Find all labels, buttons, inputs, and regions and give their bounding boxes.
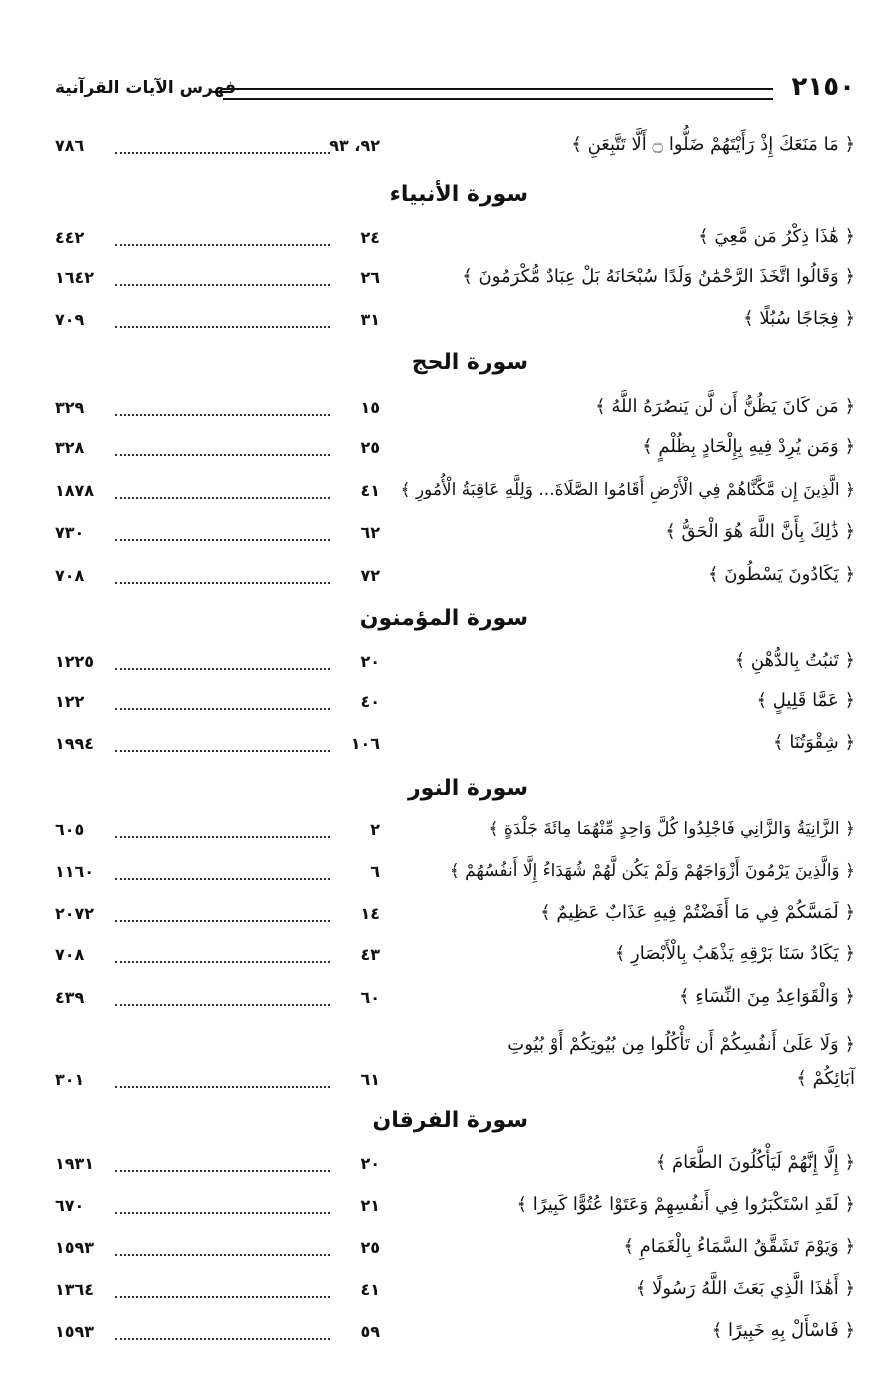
ayah-number: ٣١ — [360, 310, 380, 329]
index-row — [55, 1194, 855, 1224]
verse-text: ﴿ أَهَٰذَا الَّذِي بَعَثَ اللَّهُ رَسُولًا ﴾ — [635, 1278, 855, 1299]
ayah-number: ٢٥ — [360, 1238, 380, 1257]
verse-text: ﴿ مَن كَانَ يَظُنُّ أَن لَّن يَنصُرَهُ اللَّهُ ﴾ — [595, 396, 855, 417]
ayah-number: ٢٠ — [360, 652, 380, 671]
index-row — [55, 436, 855, 466]
verse-text: ﴿ وَمَن يُرِدْ فِيهِ بِإِلْحَادٍ بِظُلْمٍ ﴾ — [642, 436, 855, 457]
verse-text: ﴿ فَاسْأَلْ بِهِ خَبِيرًا ﴾ — [711, 1320, 855, 1341]
verse-text: ﴿ وَقَالُوا اتَّخَذَ الرَّحْمَٰنُ وَلَدًا سُبْحَانَهُ بَلْ عِبَادٌ مُّكْرَمُونَ ﴾ — [462, 266, 855, 287]
index-row — [55, 1152, 855, 1182]
verse-text: ﴿ مَا مَنَعَكَ إِذْ رَأَيْتَهُمْ ضَلُّوا ۝ أَلَّا تَتَّبِعَنِ ﴾ — [571, 134, 855, 155]
index-row — [55, 1236, 855, 1266]
page-reference: ٦٠٥ — [55, 820, 85, 839]
ayah-number: ١٤ — [360, 904, 380, 923]
ayah-number: ٢١ — [360, 1196, 380, 1215]
ayah-number: ٤١ — [360, 1280, 380, 1299]
ayah-number: ٩٢، ٩٣ — [329, 136, 380, 155]
leader-dots — [115, 284, 330, 286]
ayah-number: ٢ — [370, 820, 380, 839]
verse-text: ﴿ يَكَادُونَ يَسْطُونَ ﴾ — [708, 564, 855, 585]
ayah-number: ٦ — [370, 862, 380, 881]
leader-dots — [115, 1170, 330, 1172]
page-reference: ٣٢٨ — [55, 438, 85, 457]
page-reference: ١٢٢ — [55, 692, 85, 711]
leader-dots — [115, 1296, 330, 1298]
page-reference: ٧٨٦ — [55, 136, 85, 155]
index-row — [55, 521, 855, 551]
index-row — [55, 943, 855, 973]
verse-text: ﴿ شِقْوَتُنَا ﴾ — [773, 732, 855, 753]
page-reference: ٧٠٨ — [55, 945, 85, 964]
leader-dots — [115, 878, 330, 880]
index-row — [55, 650, 855, 680]
ayah-number: ٥٩ — [360, 1322, 380, 1341]
ayah-number: ٦١ — [360, 1070, 380, 1089]
page-reference: ١٣٦٤ — [55, 1280, 95, 1299]
verse-text: ﴿ وَيَوْمَ تَشَقَّقُ السَّمَاءُ بِالْغَمَامِ ﴾ — [623, 1236, 855, 1257]
page-reference: ٤٣٩ — [55, 988, 85, 1007]
leader-dots — [115, 326, 330, 328]
page-header — [55, 72, 855, 112]
verse-text: ﴿ وَالْقَوَاعِدُ مِنَ النِّسَاءِ ﴾ — [678, 986, 855, 1007]
index-row — [55, 266, 855, 296]
leader-dots — [115, 750, 330, 752]
leader-dots — [115, 668, 330, 670]
leader-dots — [115, 152, 330, 154]
verse-text: ﴿ عَمَّا قَلِيلٍ ﴾ — [756, 690, 855, 711]
ayah-number: ٢٥ — [360, 438, 380, 457]
ayah-number: ٧٢ — [360, 566, 380, 585]
leader-dots — [115, 1254, 330, 1256]
leader-dots — [115, 244, 330, 246]
index-row — [55, 902, 855, 932]
verse-text: ﴿ لَقَدِ اسْتَكْبَرُوا فِي أَنفُسِهِمْ وَعَتَوْا عُتُوًّا كَبِيرًا ﴾ — [516, 1194, 855, 1215]
leader-dots — [115, 1004, 330, 1006]
leader-dots — [115, 836, 330, 838]
page-reference: ٧٠٨ — [55, 566, 85, 585]
index-row — [55, 479, 855, 509]
ayah-number: ٤١ — [360, 481, 380, 500]
ayah-number: ١٥ — [360, 398, 380, 417]
page-reference: ١٨٧٨ — [55, 481, 95, 500]
ayah-number: ٦٠ — [360, 988, 380, 1007]
page-reference: ٢٠٧٢ — [55, 904, 95, 923]
index-row — [55, 1278, 855, 1308]
page-reference: ١١٦٠ — [55, 862, 95, 881]
index-row — [55, 860, 855, 890]
surah-heading: سورة النور — [408, 776, 528, 801]
page-reference: ٣٠١ — [55, 1070, 85, 1089]
verse-text: ﴿ فِجَاجًا سُبُلًا ﴾ — [743, 308, 855, 329]
ayah-number: ٢٠ — [360, 1154, 380, 1173]
surah-heading: سورة الأنبياء — [389, 182, 528, 207]
verse-text: ﴿ الزَّانِيَةُ وَالزَّانِي فَاجْلِدُوا كُلَّ وَاحِدٍ مِّنْهُمَا مِائَةَ جَلْدَةٍ ﴾ — [488, 819, 855, 839]
ayah-number: ٤٠ — [360, 692, 380, 711]
index-row — [55, 732, 855, 762]
page-reference: ١٩٩٤ — [55, 734, 95, 753]
page-reference: ٤٤٢ — [55, 228, 85, 247]
leader-dots — [115, 961, 330, 963]
page-reference: ٣٢٩ — [55, 398, 85, 417]
verse-text: ﴿ لَمَسَّكُمْ فِي مَا أَفَضْتُمْ فِيهِ عَذَابٌ عَظِيمٌ ﴾ — [540, 902, 855, 923]
leader-dots — [115, 1338, 330, 1340]
surah-heading: سورة الحج — [411, 350, 528, 375]
verse-text: ﴿ هَٰذَا ذِكْرُ مَن مَّعِيَ ﴾ — [698, 226, 855, 247]
index-row — [55, 226, 855, 256]
ayah-number: ٦٢ — [360, 523, 380, 542]
page-reference: ٦٧٠ — [55, 1196, 85, 1215]
verse-text: ﴿ وَلَا عَلَىٰ أَنفُسِكُمْ أَن تَأْكُلُوا مِن بُيُوتِكُمْ أَوْ بُيُوتِ آبَائِكُمْ ﴾ — [507, 1034, 855, 1089]
ayah-number: ٤٣ — [360, 945, 380, 964]
leader-dots — [115, 539, 330, 541]
index-row — [55, 134, 855, 164]
index-row — [55, 1028, 855, 1098]
page-reference: ١٥٩٣ — [55, 1322, 95, 1341]
verse-text: ﴿ وَالَّذِينَ يَرْمُونَ أَزْوَاجَهُمْ وَلَمْ يَكُن لَّهُمْ شُهَدَاءُ إِلَّا أَنفُسُهُمْ ﴾ — [449, 861, 855, 881]
page-reference: ١٢٢٥ — [55, 652, 95, 671]
ayah-number: ٢٤ — [360, 228, 380, 247]
leader-dots — [115, 1086, 330, 1088]
page-reference: ١٩٣١ — [55, 1154, 95, 1173]
page-title: فهرس الآيات القرآنية — [55, 78, 237, 98]
ayah-number: ١٠٦ — [350, 734, 380, 753]
index-row — [55, 1320, 855, 1350]
verse-text: ﴿ تَنبُتُ بِالدُّهْنِ ﴾ — [734, 650, 855, 671]
leader-dots — [115, 454, 330, 456]
leader-dots — [115, 708, 330, 710]
index-row — [55, 308, 855, 338]
surah-heading: سورة المؤمنون — [359, 606, 528, 631]
page-reference: ١٦٤٢ — [55, 268, 95, 287]
header-rule — [223, 88, 773, 100]
verse-text: ﴿ إِلَّا إِنَّهُمْ لَيَأْكُلُونَ الطَّعَامَ ﴾ — [655, 1152, 855, 1173]
index-row — [55, 396, 855, 426]
index-row — [55, 818, 855, 848]
page-reference: ١٥٩٣ — [55, 1238, 95, 1257]
leader-dots — [115, 414, 330, 416]
verse-text: ﴿ يَكَادُ سَنَا بَرْقِهِ يَذْهَبُ بِالْأَبْصَارِ ﴾ — [614, 943, 855, 964]
page-reference: ٧٠٩ — [55, 310, 85, 329]
surah-heading: سورة الفرقان — [372, 1108, 528, 1133]
leader-dots — [115, 497, 330, 499]
index-row — [55, 690, 855, 720]
index-row — [55, 986, 855, 1016]
page-reference: ٧٣٠ — [55, 523, 85, 542]
verse-text: ﴿ الَّذِينَ إِن مَّكَّنَّاهُمْ فِي الْأَرْضِ أَقَامُوا الصَّلَاةَ... وَلِلَّهِ عَاقِبَةُ الْأُمُورِ ﴾ — [400, 480, 855, 500]
ayah-number: ٢٦ — [360, 268, 380, 287]
leader-dots — [115, 1212, 330, 1214]
leader-dots — [115, 920, 330, 922]
leader-dots — [115, 582, 330, 584]
page-number: ٢١٥٠ — [791, 72, 855, 102]
index-row — [55, 564, 855, 594]
verse-text: ﴿ ذَٰلِكَ بِأَنَّ اللَّهَ هُوَ الْحَقُّ ﴾ — [665, 521, 855, 542]
